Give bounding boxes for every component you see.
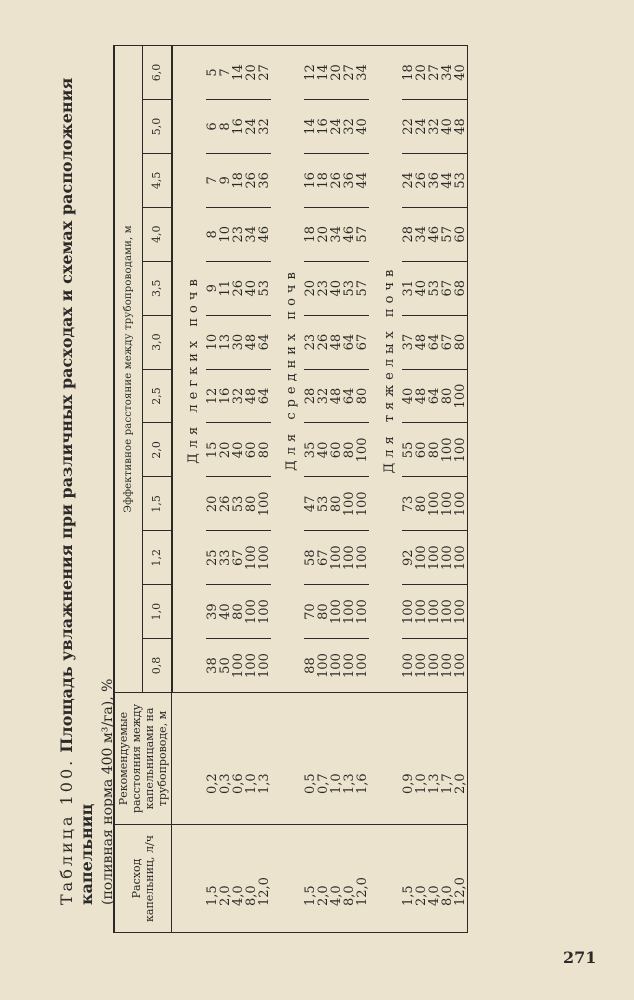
cell-value: 100 — [454, 531, 468, 585]
cell-value: 100 — [245, 531, 258, 585]
table-row — [330, 46, 343, 933]
cell-value: 100 — [356, 477, 369, 531]
cell-value: 80 — [258, 423, 271, 477]
table-row — [219, 46, 232, 933]
cell-value: 100 — [428, 531, 441, 585]
cell-value: 67 — [317, 531, 330, 585]
cell-value: 16 — [232, 100, 245, 154]
cell-value: 64 — [343, 315, 356, 369]
cell-value: 100 — [232, 639, 245, 693]
cell-value: 80 — [415, 477, 428, 531]
cell-recommended: 0,7 — [317, 693, 330, 825]
cell-value: 58 — [304, 531, 317, 585]
cell-value: 16 — [304, 153, 317, 207]
cell-value: 26 — [245, 153, 258, 207]
page-number: 271 — [563, 948, 597, 967]
cell-value: 100 — [356, 531, 369, 585]
cell-value: 100 — [245, 585, 258, 639]
cell-rate: 2,0 — [317, 825, 330, 933]
cell-value: 14 — [232, 46, 245, 100]
cell-rate: 8,0 — [245, 825, 258, 933]
cell-rate: 12,0 — [356, 825, 369, 933]
cell-value: 48 — [454, 100, 468, 154]
cell-value: 100 — [245, 639, 258, 693]
cell-recommended: 0,5 — [304, 693, 317, 825]
cell-value: 27 — [428, 46, 441, 100]
cell-value: 14 — [317, 46, 330, 100]
cell-value: 100 — [441, 423, 454, 477]
cell-value: 100 — [428, 477, 441, 531]
cell-value: 80 — [343, 423, 356, 477]
table-number: Таблица 100. — [57, 757, 76, 905]
section-label: Для тяжелых почв — [369, 46, 402, 693]
cell-value: 24 — [415, 100, 428, 154]
cell-value: 20 — [245, 46, 258, 100]
cell-value: 26 — [415, 153, 428, 207]
section-row — [172, 46, 206, 933]
cell-value: 53 — [258, 261, 271, 315]
cell-value: 100 — [258, 639, 271, 693]
cell-rate: 1,5 — [304, 825, 317, 933]
cell-value: 39 — [206, 585, 219, 639]
cell-value: 80 — [317, 585, 330, 639]
cell-value: 40 — [317, 423, 330, 477]
cell-value: 23 — [317, 261, 330, 315]
cell-recommended: 2,0 — [454, 693, 468, 825]
cell-value: 100 — [330, 531, 343, 585]
cell-value: 9 — [206, 261, 219, 315]
header-distance: 5,0 — [143, 100, 172, 154]
header-distance: 1,2 — [143, 531, 172, 585]
cell-recommended: 1,0 — [330, 693, 343, 825]
cell-value: 46 — [258, 207, 271, 261]
header-distance: 2,0 — [143, 423, 172, 477]
cell-value: 100 — [330, 639, 343, 693]
cell-value: 48 — [415, 315, 428, 369]
cell-value: 38 — [206, 639, 219, 693]
cell-value: 40 — [454, 46, 468, 100]
cell-value: 100 — [343, 531, 356, 585]
header-distance: 1,0 — [143, 585, 172, 639]
cell-value: 40 — [219, 585, 232, 639]
cell-value: 5 — [206, 46, 219, 100]
cell-value: 24 — [330, 100, 343, 154]
cell-value: 34 — [415, 207, 428, 261]
cell-value: 48 — [415, 369, 428, 423]
table-row — [258, 46, 271, 933]
cell-value: 80 — [245, 477, 258, 531]
cell-value: 100 — [415, 531, 428, 585]
section-spacer — [271, 825, 304, 933]
cell-value: 100 — [428, 585, 441, 639]
cell-value: 22 — [402, 100, 415, 154]
cell-value: 18 — [304, 207, 317, 261]
section-spacer — [369, 693, 402, 825]
cell-value: 60 — [245, 423, 258, 477]
cell-value: 35 — [304, 423, 317, 477]
cell-value: 60 — [454, 207, 468, 261]
cell-value: 100 — [454, 639, 468, 693]
wetting-area-table — [113, 45, 468, 933]
cell-value: 37 — [402, 315, 415, 369]
section-spacer — [271, 693, 304, 825]
cell-value: 100 — [454, 477, 468, 531]
cell-value: 100 — [441, 639, 454, 693]
cell-value: 53 — [428, 261, 441, 315]
cell-value: 20 — [304, 261, 317, 315]
cell-recommended: 1,6 — [356, 693, 369, 825]
cell-rate: 4,0 — [428, 825, 441, 933]
section-row — [369, 46, 402, 933]
header-distance: 4,5 — [143, 153, 172, 207]
header-distance: 4,0 — [143, 207, 172, 261]
cell-value: 26 — [330, 153, 343, 207]
cell-value: 64 — [428, 315, 441, 369]
cell-value: 20 — [317, 207, 330, 261]
cell-value: 10 — [206, 315, 219, 369]
cell-value: 24 — [402, 153, 415, 207]
cell-value: 100 — [343, 639, 356, 693]
cell-value: 80 — [454, 315, 468, 369]
cell-value: 40 — [441, 100, 454, 154]
cell-value: 100 — [258, 585, 271, 639]
cell-value: 100 — [343, 477, 356, 531]
cell-value: 100 — [454, 585, 468, 639]
cell-value: 23 — [304, 315, 317, 369]
cell-value: 80 — [232, 585, 245, 639]
header-effective: Эффективное расстояние между трубопроводами, м — [114, 46, 143, 693]
cell-recommended: 1,7 — [441, 693, 454, 825]
cell-value: 48 — [330, 315, 343, 369]
cell-value: 18 — [317, 153, 330, 207]
cell-value: 14 — [304, 100, 317, 154]
cell-value: 6 — [206, 100, 219, 154]
table-subtitle: (поливная норма 400 м³/га), % — [100, 678, 116, 905]
cell-value: 32 — [428, 100, 441, 154]
cell-value: 100 — [454, 369, 468, 423]
section-label: Для легких почв — [172, 46, 206, 693]
cell-value: 100 — [356, 639, 369, 693]
cell-value: 100 — [258, 477, 271, 531]
cell-value: 20 — [206, 477, 219, 531]
cell-value: 53 — [343, 261, 356, 315]
cell-value: 44 — [441, 153, 454, 207]
cell-rate: 2,0 — [219, 825, 232, 933]
section-label: Для средних почв — [271, 46, 304, 693]
cell-value: 36 — [343, 153, 356, 207]
cell-value: 67 — [232, 531, 245, 585]
cell-recommended: 1,3 — [343, 693, 356, 825]
rotated-table-block — [55, 45, 605, 945]
cell-value: 15 — [206, 423, 219, 477]
cell-value: 8 — [206, 207, 219, 261]
cell-value: 67 — [356, 315, 369, 369]
cell-value: 64 — [258, 315, 271, 369]
cell-value: 16 — [219, 369, 232, 423]
cell-value: 88 — [304, 639, 317, 693]
cell-value: 57 — [356, 207, 369, 261]
cell-value: 55 — [402, 423, 415, 477]
cell-rate: 8,0 — [343, 825, 356, 933]
table-row — [356, 46, 369, 933]
cell-value: 27 — [258, 46, 271, 100]
cell-value: 36 — [428, 153, 441, 207]
table-body — [172, 46, 468, 933]
cell-value: 40 — [245, 261, 258, 315]
cell-rate: 1,5 — [206, 825, 219, 933]
cell-value: 20 — [219, 423, 232, 477]
cell-value: 40 — [356, 100, 369, 154]
table-row — [454, 46, 468, 933]
cell-value: 100 — [415, 585, 428, 639]
header-recommended: Рекомендуемые расстояния между капельницами на трубопроводе, м — [114, 693, 172, 825]
cell-value: 40 — [330, 261, 343, 315]
cell-value: 67 — [441, 315, 454, 369]
cell-value: 7 — [219, 46, 232, 100]
cell-value: 57 — [441, 207, 454, 261]
section-spacer — [172, 693, 206, 825]
table-title-block — [57, 45, 117, 905]
cell-value: 100 — [441, 477, 454, 531]
cell-rate: 1,5 — [402, 825, 415, 933]
cell-value: 100 — [317, 639, 330, 693]
cell-value: 34 — [356, 46, 369, 100]
cell-value: 100 — [330, 585, 343, 639]
cell-value: 11 — [219, 261, 232, 315]
cell-rate: 12,0 — [258, 825, 271, 933]
cell-value: 100 — [356, 423, 369, 477]
cell-value: 32 — [343, 100, 356, 154]
cell-value: 34 — [441, 46, 454, 100]
cell-value: 46 — [343, 207, 356, 261]
table-row — [441, 46, 454, 933]
table-row — [232, 46, 245, 933]
cell-value: 80 — [330, 477, 343, 531]
section-row — [271, 46, 304, 933]
cell-value: 34 — [245, 207, 258, 261]
cell-value: 33 — [219, 531, 232, 585]
cell-value: 12 — [304, 46, 317, 100]
cell-value: 40 — [232, 423, 245, 477]
cell-recommended: 0,3 — [219, 693, 232, 825]
cell-value: 26 — [232, 261, 245, 315]
cell-value: 28 — [304, 369, 317, 423]
cell-value: 32 — [317, 369, 330, 423]
cell-value: 60 — [330, 423, 343, 477]
cell-value: 31 — [402, 261, 415, 315]
cell-value: 50 — [219, 639, 232, 693]
table-row — [415, 46, 428, 933]
table-title — [57, 45, 97, 905]
cell-value: 64 — [428, 369, 441, 423]
cell-value: 12 — [206, 369, 219, 423]
cell-value: 10 — [219, 207, 232, 261]
cell-value: 47 — [304, 477, 317, 531]
cell-value: 100 — [415, 639, 428, 693]
cell-value: 60 — [415, 423, 428, 477]
cell-value: 64 — [343, 369, 356, 423]
cell-value: 70 — [304, 585, 317, 639]
header-rate: Расход капельниц, л/ч — [114, 825, 172, 933]
cell-recommended: 1,0 — [415, 693, 428, 825]
cell-value: 53 — [317, 477, 330, 531]
cell-value: 20 — [330, 46, 343, 100]
cell-value: 68 — [454, 261, 468, 315]
cell-value: 48 — [245, 315, 258, 369]
cell-value: 18 — [402, 46, 415, 100]
cell-value: 92 — [402, 531, 415, 585]
cell-value: 32 — [232, 369, 245, 423]
cell-value: 44 — [356, 153, 369, 207]
cell-value: 36 — [258, 153, 271, 207]
header-distance: 2,5 — [143, 369, 172, 423]
cell-value: 100 — [402, 639, 415, 693]
cell-rate: 2,0 — [415, 825, 428, 933]
table-row — [206, 46, 219, 933]
cell-rate: 12,0 — [454, 825, 468, 933]
cell-value: 13 — [219, 315, 232, 369]
cell-value: 27 — [343, 46, 356, 100]
cell-recommended: 0,6 — [232, 693, 245, 825]
header-distance: 3,5 — [143, 261, 172, 315]
cell-value: 53 — [232, 477, 245, 531]
cell-rate: 4,0 — [330, 825, 343, 933]
cell-value: 16 — [317, 100, 330, 154]
section-spacer — [369, 825, 402, 933]
header-row — [114, 46, 143, 933]
cell-value: 48 — [245, 369, 258, 423]
cell-value: 48 — [330, 369, 343, 423]
cell-value: 8 — [219, 100, 232, 154]
cell-value: 34 — [330, 207, 343, 261]
cell-value: 100 — [441, 531, 454, 585]
cell-value: 73 — [402, 477, 415, 531]
cell-value: 100 — [454, 423, 468, 477]
cell-value: 80 — [428, 423, 441, 477]
cell-recommended: 0,9 — [402, 693, 415, 825]
header-distance: 0,8 — [143, 639, 172, 693]
cell-value: 57 — [356, 261, 369, 315]
cell-value: 30 — [232, 315, 245, 369]
cell-value: 20 — [415, 46, 428, 100]
section-spacer — [172, 825, 206, 933]
cell-value: 64 — [258, 369, 271, 423]
cell-value: 9 — [219, 153, 232, 207]
cell-value: 100 — [258, 531, 271, 585]
cell-value: 26 — [219, 477, 232, 531]
cell-value: 28 — [402, 207, 415, 261]
cell-value: 7 — [206, 153, 219, 207]
cell-rate: 4,0 — [232, 825, 245, 933]
table-row — [343, 46, 356, 933]
cell-value: 18 — [232, 153, 245, 207]
cell-value: 100 — [441, 585, 454, 639]
table-row — [317, 46, 330, 933]
cell-recommended: 1,3 — [428, 693, 441, 825]
cell-rate: 8,0 — [441, 825, 454, 933]
table-row — [428, 46, 441, 933]
table-row — [402, 46, 415, 933]
cell-recommended: 1,0 — [245, 693, 258, 825]
cell-value: 100 — [402, 585, 415, 639]
table-row — [304, 46, 317, 933]
cell-value: 100 — [343, 585, 356, 639]
table-caption: Площадь увлажнения при различных расходах и схемах расположения капельниц — [57, 77, 96, 905]
cell-recommended: 1,3 — [258, 693, 271, 825]
header-distance: 6,0 — [143, 46, 172, 100]
cell-value: 46 — [428, 207, 441, 261]
cell-value: 80 — [356, 369, 369, 423]
header-distance: 3,0 — [143, 315, 172, 369]
cell-value: 32 — [258, 100, 271, 154]
header-distance: 1,5 — [143, 477, 172, 531]
cell-value: 100 — [428, 639, 441, 693]
cell-value: 40 — [402, 369, 415, 423]
cell-value: 24 — [245, 100, 258, 154]
cell-recommended: 0,2 — [206, 693, 219, 825]
cell-value: 40 — [415, 261, 428, 315]
cell-value: 67 — [441, 261, 454, 315]
cell-value: 80 — [441, 369, 454, 423]
table-row — [245, 46, 258, 933]
cell-value: 25 — [206, 531, 219, 585]
cell-value: 26 — [317, 315, 330, 369]
cell-value: 100 — [356, 585, 369, 639]
cell-value: 23 — [232, 207, 245, 261]
cell-value: 53 — [454, 153, 468, 207]
